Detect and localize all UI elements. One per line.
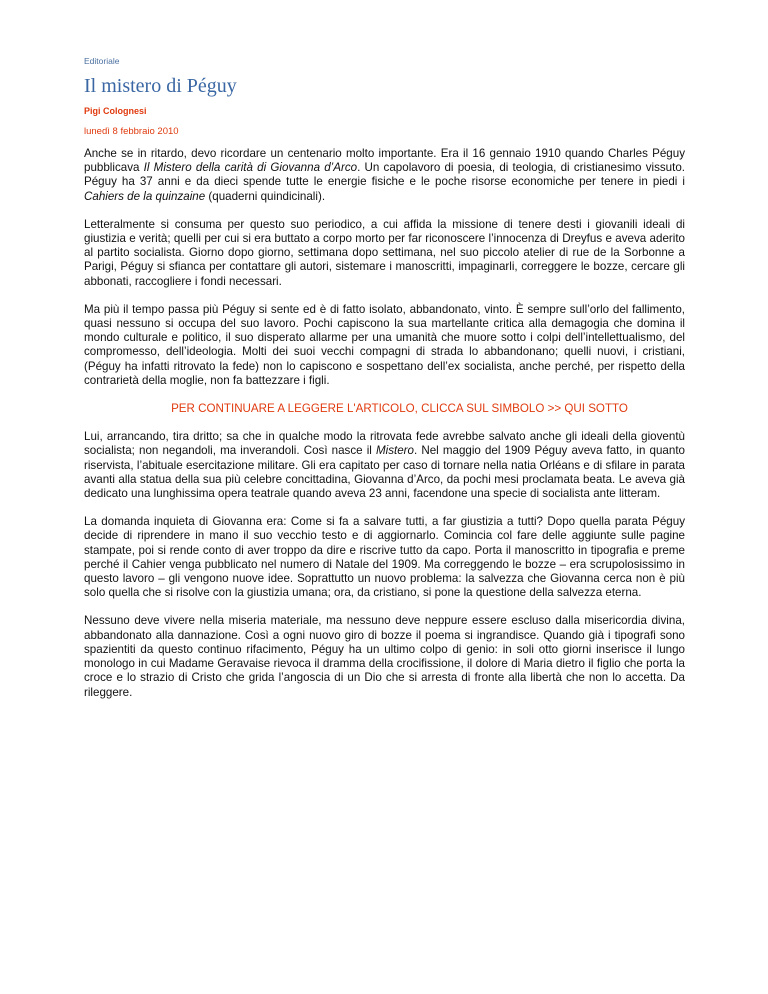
paragraph-1 [84, 147, 685, 204]
book-title-short: Mistero [375, 444, 414, 458]
paragraph-4-text-c: . Nel maggio del 1909 Péguy aveva fatto, in quanto riservista, l’abituale esercitazione militare. Gli era capitato per caso di tornare nella natia Orléans e di sfilare in parata avanti alla statua della sua più celebre concittadina, Giovanna d’Arco, da pochi mesi proclamata beata. Le aveva già dedicato una lunghissima opera teatrale quando aveva 23 anni, facendone una specie di socialista ante litteram. [84, 444, 685, 501]
paragraph-3: Ma più il tempo passa più Péguy si sente ed è di fatto isolato, abbandonato, vinto. È sempre sull’orlo del fallimento, quasi nessuno si occupa del suo lavoro. Pochi capiscono la sua martellante critica alla demagogia che domina il mondo culturale e politico, il suo disperato allarme per una umanità che muore sotto i colpi dell’intellettualismo, del compromesso, dell’ideologia. Molti dei suoi vecchi compagni di strada lo abbandonano; quelli nuovi, i cristiani, (Péguy ha infatti ritrovato la fede) non lo capiscono e sospettano dell’ex socialista, anche perché, per rispetto della contrarietà della moglie, non fa battezzare i figli. [84, 302, 685, 387]
paragraph-2: Letteralmente si consuma per questo suo periodico, a cui affida la missione di tenere desti i giovanili ideali di giustizia e verità; quelli per cui si era buttato a corpo morto per far riconoscere l’innocenza di Dreyfus e aveva aderito al partito socialista. Giorno dopo giorno, settimana dopo settimana, nel suo piccolo atelier di rue de la Sorbonne a Parigi, Péguy si sfianca per contattare gli autori, sistemare i manoscritti, impaginarli, correggere le bozze, cercare gli abbonati, raccogliere i fondi necessari. [84, 217, 685, 288]
paragraph-4-text-a: Lui, arrancando, tira dritto; sa che in qualche modo la ritrovata fede avrebbe salvato anche gli ideali della gioventù socialista; non negandoli, ma inverandoli. Così nasce il [84, 430, 685, 458]
continue-reading-link[interactable]: PER CONTINUARE A LEGGERE L'ARTICOLO, CLICCA SUL SIMBOLO >> QUI SOTTO [171, 402, 628, 416]
paragraph-6: Nessuno deve vivere nella miseria materiale, ma nessuno deve neppure essere escluso dalla misericordia divina, abbandonato alla dannazione. Così a ogni nuovo giro di bozze il poema si ingrandisce. Quando già i tipografi sono spazientiti da questo continuo rifacimento, Péguy ha un ultimo colpo di genio: in soli otto giorni inserisce il lungo monologo in cui Madame Geravaise rievoca il dramma della crocifissione, il dolore di Maria dietro il figlio che porta la croce e lo strazio di Cristo che grida l’angoscia di un Dio che si arresta di fronte alla libertà che non lo accetta. Da rileggere. [84, 614, 685, 699]
paragraph-1-text-e: (quaderni quindicinali). [205, 189, 326, 203]
article-author: Pigi Colognesi [84, 106, 147, 116]
article [84, 56, 685, 714]
paragraph-1-text-c: . Un capolavoro di poesia, di teologia, di cristianesimo vissuto. Péguy ha 37 anni e da dieci spende tutte le energie fisiche e le poche risorse economiche per tenere in piedi i [84, 161, 685, 189]
article-title: Il mistero di Péguy [84, 75, 237, 97]
article-category: Editoriale [84, 56, 120, 66]
periodical-title-cahiers: Cahiers de la quinzaine [84, 189, 206, 203]
article-date: lunedì 8 febbraio 2010 [84, 126, 179, 137]
paragraph-5: La domanda inquieta di Giovanna era: Come si fa a salvare tutti, a far giustizia a tutti? Dopo quella parata Péguy decide di riprendere in mano il suo vecchio testo e di aggiornarlo. Comincia col fare delle aggiunte sulle pagine stampate, poi si rende conto di aver troppo da dire e riscrive tutto da capo. Porta il manoscritto in tipografia e preme perché il Cahier venga pubblicato nel numero di Natale del 1909. Ma correggendo le bozze – era scrupolosissimo in questo lavoro – gli vengono nuove idee. Soprattutto un nuovo problema: la salvezza che Giovanna cerca non è più solo quella che si risolve con la giustizia umana; ora, da cristiano, si pone la questione della salvezza eterna. [84, 515, 685, 600]
article-body [84, 147, 685, 700]
paragraph-1-text-a: Anche se in ritardo, devo ricordare un centenario molto importante. Era il 16 gennaio 1910 quando Charles Péguy pubblicava [84, 147, 685, 175]
paragraph-4 [84, 430, 685, 501]
book-title-mistero: Il Mistero della carità di Giovanna d’Arco [143, 161, 358, 175]
